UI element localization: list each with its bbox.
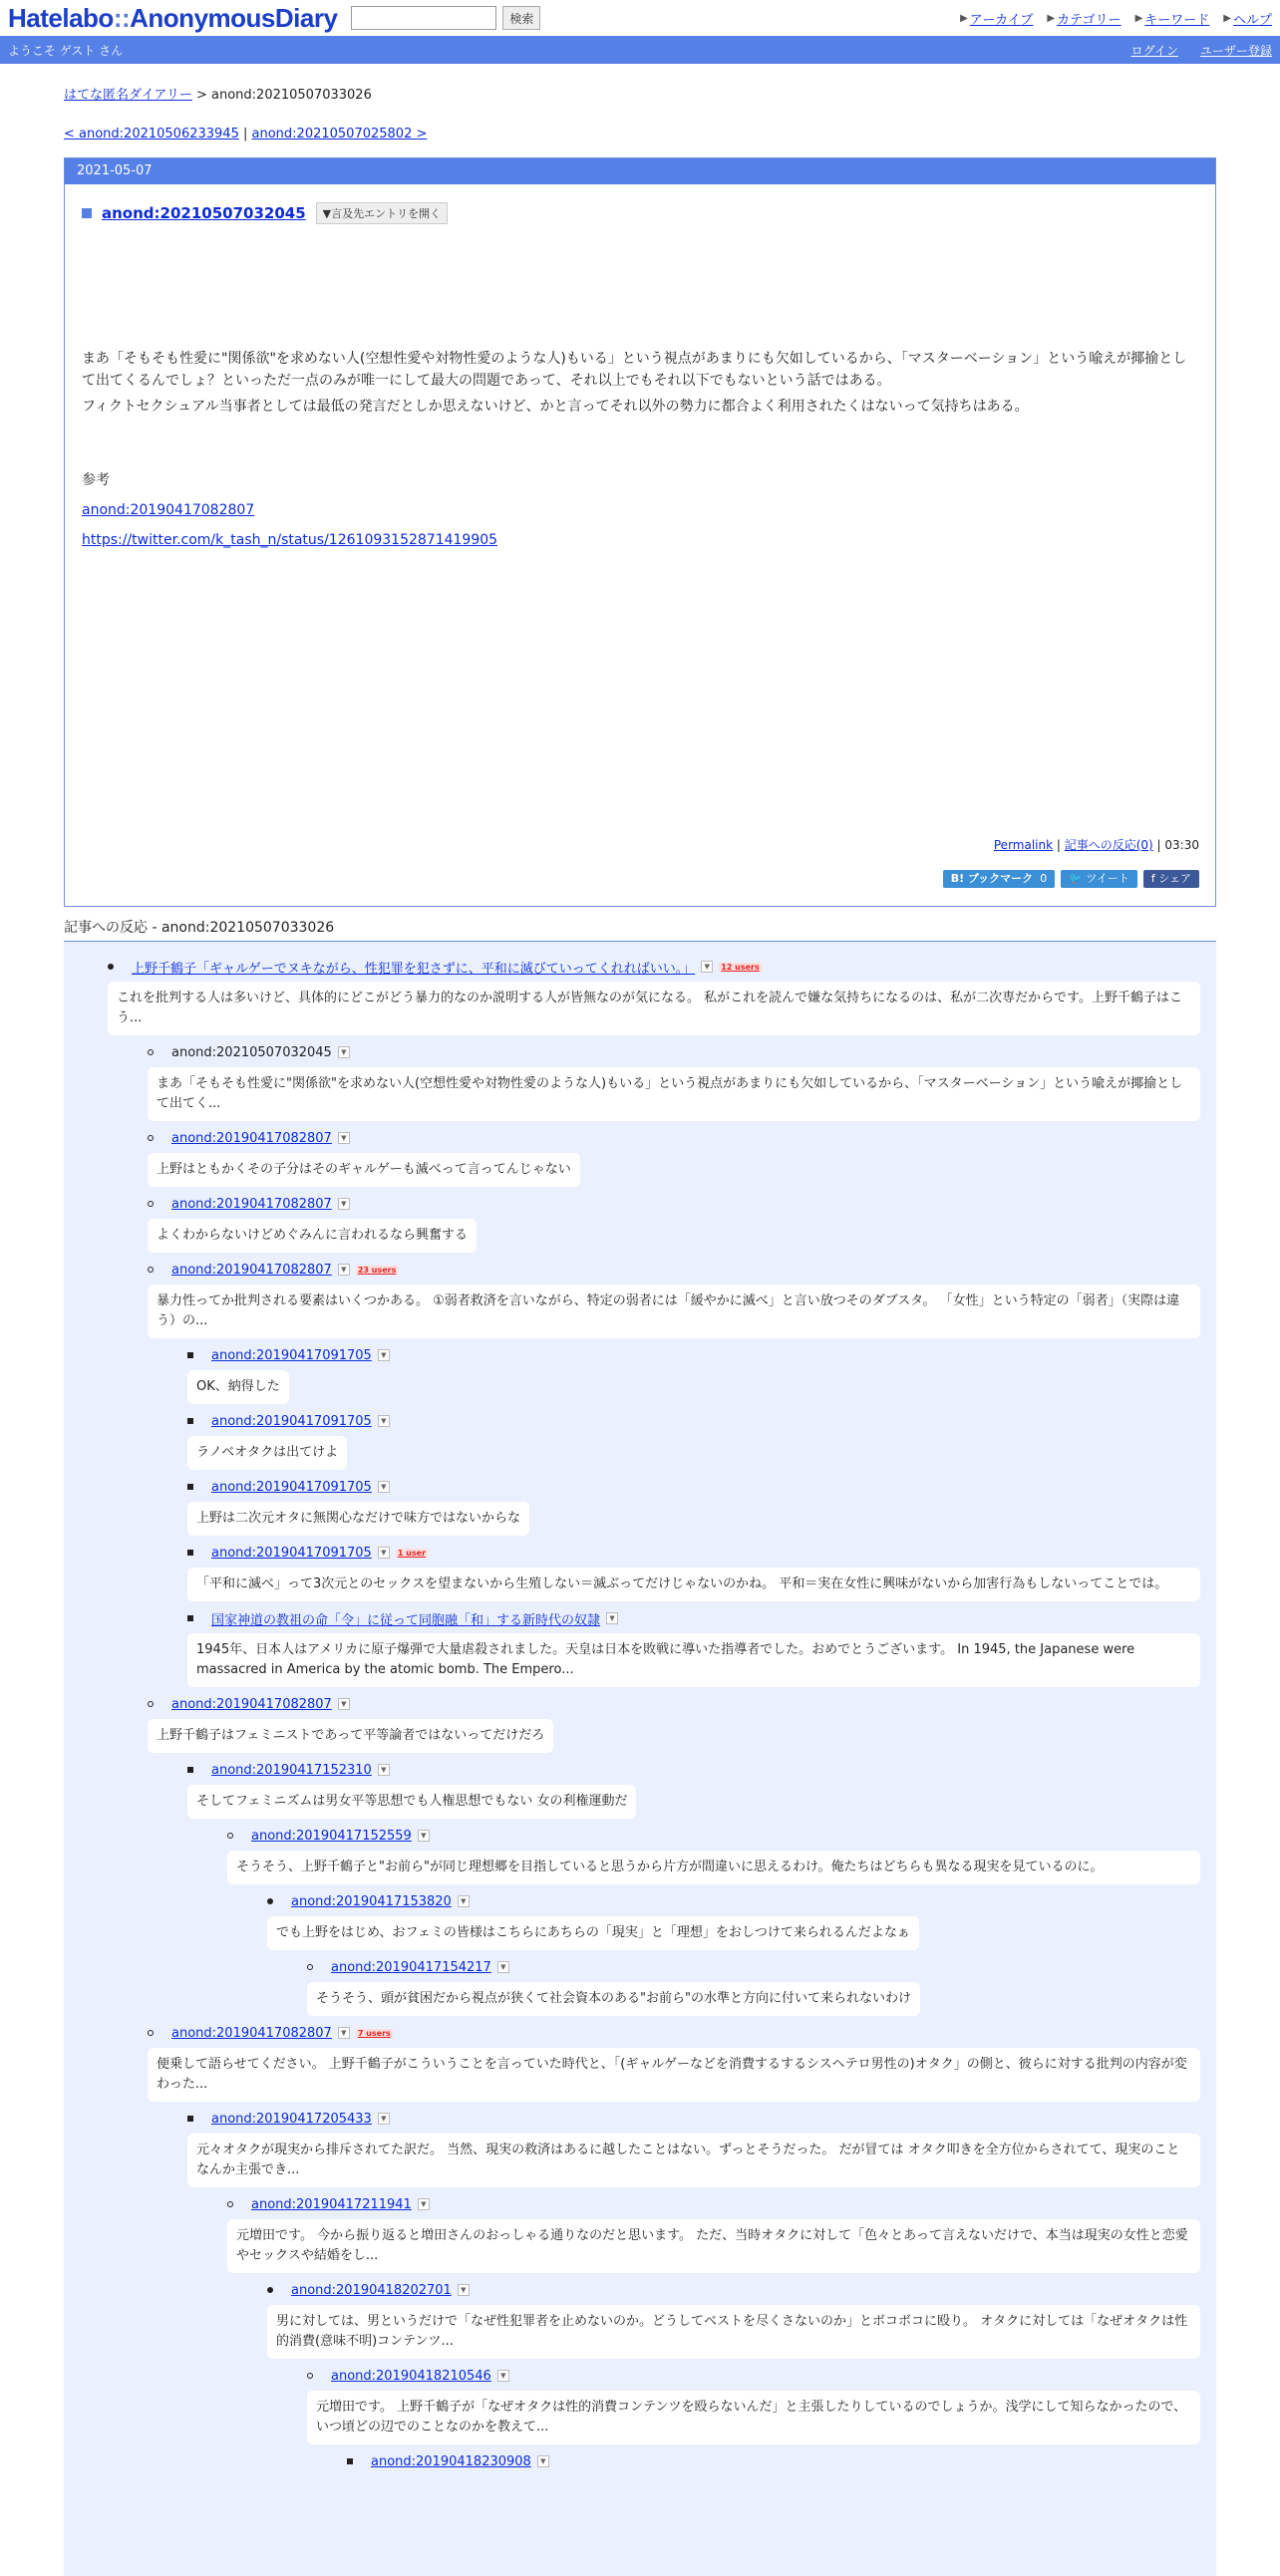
entry-body bbox=[65, 348, 1215, 551]
reaction-header bbox=[148, 2022, 1200, 2044]
reaction-excerpt: 元増田です。 上野千鶴子が「なぜオタクは性的消費コンテンツを殴らないんだ」と主張したりしているのでしょうか。浅学にして知らなかったので、いつ頃どの辺でのことなのかを教えて... bbox=[307, 2391, 1200, 2444]
reaction-title-link[interactable]: anond:20190417152559 bbox=[251, 1828, 412, 1844]
expand-dropdown-icon[interactable]: ▼ bbox=[338, 1264, 350, 1276]
prev-entry-link[interactable]: < anond:20210506233945 bbox=[64, 127, 239, 142]
reaction-item bbox=[187, 1607, 1200, 1687]
reference-link[interactable]: https://twitter.com/k_tash_n/status/1261093152871419905 bbox=[82, 532, 498, 548]
reaction-header bbox=[187, 1542, 1200, 1564]
reaction-excerpt: 「平和に滅べ」って3次元とのセックスを望まないから生殖しない＝滅ぶってだけじゃないのかね。 平和＝実在女性に興味がないから加害行為もしないってことでは。 bbox=[187, 1568, 1200, 1601]
bookmark-users-badge[interactable]: 23 users bbox=[357, 1265, 397, 1275]
bookmark-users-badge[interactable]: 1 user bbox=[397, 1548, 427, 1558]
reaction-tree bbox=[64, 942, 1216, 2576]
reaction-title-link[interactable]: 上野千鶴子「ギャルゲーでヌキながら、性犯罪を犯さずに、平和に滅びていってくれればいい。」 bbox=[132, 961, 696, 977]
reaction-excerpt: これを批判する人は多いけど、具体的にどこがどう暴力的なのか説明する人が皆無なのが気になる。 私がこれを読んで嫌な気持ちになるのは、私が二次専だからです。上野千鶴子はこう... bbox=[108, 982, 1200, 1035]
expand-dropdown-icon[interactable]: ▼ bbox=[378, 1547, 390, 1559]
reaction-title-link[interactable]: anond:20190418202701 bbox=[291, 2282, 452, 2298]
search-button[interactable]: 検索 bbox=[502, 6, 540, 30]
reaction-header bbox=[148, 1127, 1200, 1149]
entry-pager: < anond:20210506233945 | anond:20210507025802 > bbox=[64, 127, 428, 142]
reaction-item bbox=[148, 1193, 1200, 1253]
reaction-excerpt: 暴力性ってか批判される要素はいくつかある。 ①弱者救済を言いながら、特定の弱者には「緩やかに滅べ」と言い放つそのダブスタ。 「女性」という特定の「弱者」（実際は違う）の... bbox=[148, 1285, 1200, 1338]
reaction-header bbox=[187, 1344, 1200, 1366]
reaction-header bbox=[148, 1041, 1200, 1063]
reaction-excerpt: 上野は二次元オタに無関心なだけで味方ではないからな bbox=[187, 1502, 529, 1536]
bullet-icon bbox=[187, 2116, 193, 2122]
reaction-title-link[interactable]: anond:20190417082807 bbox=[171, 1130, 332, 1146]
square-icon bbox=[82, 208, 92, 218]
search-input[interactable] bbox=[351, 6, 496, 30]
entry-footer: Permalink | 記事への反応(0) | 03:30 bbox=[993, 838, 1199, 852]
reaction-item bbox=[307, 1956, 1200, 2016]
reaction-title-link[interactable]: anond:20190418230908 bbox=[371, 2453, 531, 2469]
reaction-header bbox=[148, 1259, 1200, 1281]
reaction-item bbox=[148, 2022, 1200, 2102]
nav-category[interactable]: ▶ カテゴリー bbox=[1047, 12, 1121, 28]
bullet-icon bbox=[148, 1049, 154, 1055]
chevron-right-icon: ▶ bbox=[1223, 12, 1231, 24]
bullet-icon bbox=[347, 2458, 353, 2464]
reaction-item bbox=[307, 2365, 1200, 2444]
reaction-item bbox=[148, 1127, 1200, 1187]
site-logo[interactable]: Hatelabo::AnonymousDiary bbox=[8, 2, 338, 33]
reaction-header bbox=[148, 1193, 1200, 1215]
bullet-icon bbox=[187, 1484, 193, 1490]
reaction-item bbox=[347, 2450, 1200, 2472]
reference-heading: 参考 bbox=[82, 472, 110, 488]
reaction-header bbox=[227, 1825, 1200, 1847]
bullet-icon bbox=[267, 2287, 273, 2293]
reaction-item bbox=[267, 1890, 1200, 1950]
bullet-icon bbox=[187, 1418, 193, 1424]
bookmark-users-badge[interactable]: 7 users bbox=[357, 2028, 391, 2038]
login-link[interactable]: ログイン bbox=[1130, 43, 1178, 58]
reaction-excerpt: でも上野をはじめ、おフェミの皆様はこちらにあちらの「現実」と「理想」をおしつけて来られるんだよなぁ bbox=[267, 1916, 919, 1950]
reaction-item bbox=[187, 2108, 1200, 2187]
reaction-excerpt: 男に対しては、男というだけで「なぜ性犯罪者を止めないのか。どうしてベストを尽くさないのか」とボコボコに殴り。 オタクに対しては「なぜオタクは性的消費(意味不明)コンテンツ... bbox=[267, 2305, 1200, 2359]
reaction-excerpt: ラノベオタクは出てけよ bbox=[187, 1436, 347, 1470]
reaction-header bbox=[267, 2279, 1200, 2301]
expand-dropdown-icon[interactable]: ▼ bbox=[497, 2370, 509, 2382]
entry-date: 2021-05-07 bbox=[65, 158, 1215, 184]
reaction-item bbox=[187, 1759, 1200, 1819]
nav-keyword[interactable]: ▶ キーワード bbox=[1134, 12, 1210, 28]
reaction-title-link[interactable]: anond:20190417211941 bbox=[251, 2196, 412, 2212]
reaction-excerpt: そうそう、頭が貧困だから視点が狭くて社会資本のある"お前ら"の水準と方向に付いて来られないわけ bbox=[307, 1982, 920, 2016]
bullet-icon bbox=[187, 1767, 193, 1773]
entry-header bbox=[65, 184, 1215, 224]
reaction-title-link[interactable]: anond:20190417205433 bbox=[211, 2111, 372, 2127]
entry-box bbox=[64, 157, 1216, 907]
reaction-excerpt: 元増田です。 今から振り返ると増田さんのおっしゃる通りなのだと思います。 ただ、当時オタクに対して「色々とあって言えないだけで、本当は現実の女性と恋愛やセックスや結婚をし... bbox=[227, 2219, 1200, 2273]
reaction-header bbox=[227, 2193, 1200, 2215]
reaction-item bbox=[108, 956, 1200, 1035]
expand-dropdown-icon[interactable]: ▼ bbox=[338, 1698, 350, 1710]
bookmark-button[interactable]: B! ブックマーク 0 bbox=[943, 870, 1055, 888]
nav-archive[interactable]: ▶ アーカイブ bbox=[960, 12, 1034, 28]
reaction-title-link[interactable]: anond:20190417082807 bbox=[171, 1696, 332, 1712]
entry-title[interactable]: anond:20210507032045 bbox=[102, 204, 306, 222]
expand-dropdown-icon[interactable]: ▼ bbox=[338, 2027, 350, 2039]
chevron-right-icon: ▶ bbox=[1134, 12, 1143, 24]
expand-dropdown-icon[interactable]: ▼ bbox=[378, 1415, 390, 1427]
reaction-item bbox=[187, 1344, 1200, 1404]
reaction-header bbox=[187, 1607, 1200, 1629]
chevron-right-icon: ▶ bbox=[1047, 12, 1056, 24]
bullet-icon bbox=[187, 1352, 193, 1358]
welcome-text: ようこそ ゲスト さん bbox=[8, 43, 124, 58]
expand-dropdown-icon[interactable]: ▼ bbox=[378, 1764, 390, 1776]
reaction-excerpt: 上野千鶴子はフェミニストであって平等論者ではないってだけだろ bbox=[148, 1719, 553, 1753]
entry-time: | 03:30 bbox=[1152, 838, 1199, 852]
bullet-icon bbox=[187, 1615, 193, 1621]
facebook-icon: f bbox=[1150, 872, 1155, 885]
reaction-excerpt: 1945年、日本人はアメリカに原子爆弾で大量虐殺されました。天皇は日本を敗戦に導いた指導者でした。おめでとうございます。 In 1945, the Japanese were massacred in America by the atomic bomb. The Empero... bbox=[187, 1633, 1200, 1687]
reaction-title-link[interactable]: anond:20210507032045 bbox=[171, 1044, 332, 1060]
reaction-header bbox=[307, 2365, 1200, 2387]
reactions-heading: 記事への反応 - anond:20210507033026 bbox=[64, 917, 1216, 942]
reaction-header bbox=[307, 1956, 1200, 1978]
reaction-excerpt: そうそう、上野千鶴子と"お前ら"が同じ理想郷を目指していると思うから片方が間違いに思えるわけ。俺たちはどちらも異なる現実を見ているのに。 bbox=[227, 1851, 1200, 1884]
bullet-icon bbox=[267, 1898, 273, 1904]
reaction-item bbox=[148, 1693, 1200, 1753]
reaction-excerpt: 元々オタクが現実から排斥されてた訳だ。 当然、現実の救済はあるに越したことはない。ずっとそうだった。 だが冒ては オタク叩きを全方位からされてて、現実のことなんか主張でき... bbox=[187, 2134, 1200, 2187]
reaction-header bbox=[187, 1410, 1200, 1432]
reaction-item bbox=[187, 1410, 1200, 1470]
share-button[interactable]: f シェア bbox=[1143, 870, 1199, 888]
entry-paragraph: まあ「そもそも性愛に"関係欲"を求めない人(空想性愛や対物性愛のような人)もいる」という視点があまりにも欠如しているから、「マスターベーション」という喩えが揶揄として出てくるんでしょ？といっただ一点のみが唯一にして最大の問題であって、それ以上でもそれ以下でもないという話ではある。 bbox=[82, 351, 1187, 389]
reaction-item bbox=[187, 1476, 1200, 1536]
expand-dropdown-icon[interactable]: ▼ bbox=[537, 2455, 549, 2467]
reaction-item bbox=[267, 2279, 1200, 2359]
reaction-header bbox=[347, 2450, 1200, 2472]
reaction-title-link[interactable]: anond:20190417082807 bbox=[171, 1262, 332, 1278]
expand-dropdown-icon[interactable]: ▼ bbox=[418, 1830, 430, 1842]
reaction-header bbox=[187, 1759, 1200, 1781]
reaction-title-link[interactable]: anond:20190417082807 bbox=[171, 1196, 332, 1212]
site-header bbox=[0, 0, 1280, 36]
expand-dropdown-icon[interactable]: ▼ bbox=[378, 1481, 390, 1493]
chevron-right-icon: ▶ bbox=[960, 12, 968, 24]
nav-help[interactable]: ▶ ヘルプ bbox=[1223, 12, 1272, 28]
share-buttons bbox=[943, 870, 1199, 888]
top-nav bbox=[960, 9, 1272, 28]
bullet-icon bbox=[187, 1550, 193, 1556]
reaction-excerpt: そしてフェミニズムは男女平等思想でも人権思想でもない 女の利権運動だ bbox=[187, 1785, 636, 1819]
reaction-item bbox=[227, 1825, 1200, 1884]
reaction-title-link[interactable]: anond:20190417091705 bbox=[211, 1545, 372, 1561]
bullet-icon bbox=[148, 1201, 154, 1207]
main-content bbox=[0, 84, 1280, 2576]
bullet-icon bbox=[148, 1267, 154, 1273]
expand-dropdown-icon[interactable]: ▼ bbox=[606, 1612, 618, 1624]
bullet-icon bbox=[148, 1701, 154, 1707]
reaction-excerpt: OK、納得した bbox=[187, 1370, 289, 1404]
expand-dropdown-icon[interactable]: ▼ bbox=[497, 1961, 509, 1973]
entry-paragraph: フィクトセクシュアル当事者としては最低の発言だとしか思えないけど、かと言ってそれ以外の勢力に都合よく利用されたくはないって気持ちはある。 bbox=[82, 399, 1029, 415]
reaction-title-link[interactable]: anond:20190417152310 bbox=[211, 1762, 372, 1778]
expand-dropdown-icon[interactable]: ▼ bbox=[458, 2284, 470, 2296]
reaction-title-link[interactable]: anond:20190417091705 bbox=[211, 1413, 372, 1429]
breadcrumb-root[interactable]: はてな匿名ダイアリー bbox=[64, 88, 192, 103]
reaction-title-link[interactable]: anond:20190417091705 bbox=[211, 1479, 372, 1495]
reaction-excerpt: まあ「そもそも性愛に"関係欲"を求めない人(空想性愛や対物性愛のような人)もいる」という視点があまりにも欠如しているから、「マスターベーション」という喩えが揶揄として出てく... bbox=[148, 1067, 1200, 1121]
reaction-title-link[interactable]: anond:20190417154217 bbox=[331, 1959, 491, 1975]
permalink[interactable]: Permalink bbox=[993, 838, 1054, 852]
search-box bbox=[351, 6, 540, 30]
next-entry-link[interactable]: anond:20210507025802 > bbox=[251, 127, 428, 142]
expand-dropdown-icon[interactable]: ▼ bbox=[458, 1895, 470, 1907]
tweet-button[interactable]: 🐦 ツイート bbox=[1061, 870, 1137, 888]
bullet-icon bbox=[227, 2201, 233, 2207]
expand-dropdown-icon[interactable]: ▼ bbox=[338, 1198, 350, 1210]
reaction-item bbox=[227, 2193, 1200, 2273]
reaction-header bbox=[148, 1693, 1200, 1715]
reaction-title-link[interactable]: anond:20190417091705 bbox=[211, 1347, 372, 1363]
reaction-item bbox=[148, 1259, 1200, 1338]
reactions-link[interactable]: 記事への反応(0) bbox=[1064, 838, 1153, 852]
reaction-excerpt: よくわからないけどめぐみんに言われるなら興奮する bbox=[148, 1219, 477, 1253]
expand-dropdown-icon[interactable]: ▼ bbox=[701, 961, 713, 973]
twitter-icon: 🐦 bbox=[1069, 872, 1083, 885]
bullet-icon bbox=[307, 2373, 313, 2379]
bullet-icon bbox=[307, 1964, 313, 1970]
reaction-header bbox=[267, 1890, 1200, 1912]
reaction-title-link[interactable]: anond:20190417082807 bbox=[171, 2025, 332, 2041]
reaction-header bbox=[187, 2108, 1200, 2130]
reaction-item bbox=[187, 1542, 1200, 1601]
reaction-title-link[interactable]: anond:20190417153820 bbox=[291, 1893, 452, 1909]
breadcrumb-current: anond:20210507033026 bbox=[211, 88, 372, 103]
user-bar bbox=[0, 36, 1280, 64]
register-link[interactable]: ユーザー登録 bbox=[1199, 43, 1272, 58]
bullet-icon bbox=[148, 2030, 154, 2036]
reaction-excerpt: 上野はともかくその子分はそのギャルゲーも滅べって言ってんじゃない bbox=[148, 1153, 580, 1187]
expand-dropdown-icon[interactable]: ▼ bbox=[418, 2198, 430, 2210]
open-refs-button[interactable]: ▼言及先エントリを開く bbox=[316, 202, 448, 224]
reaction-title-link[interactable]: anond:20190418210546 bbox=[331, 2368, 491, 2384]
reaction-header bbox=[187, 1476, 1200, 1498]
expand-dropdown-icon[interactable]: ▼ bbox=[338, 1046, 350, 1058]
reaction-excerpt: 便乗して語らせてください。 上野千鶴子がこういうことを言っていた時代と、「(ギャルゲーなどを消費するするシスヘテロ男性の)オタク」の側と、彼らに対する批判の内容が変わった... bbox=[148, 2048, 1200, 2102]
bullet-icon bbox=[108, 964, 114, 970]
bullet-icon bbox=[227, 1833, 233, 1839]
breadcrumb: はてな匿名ダイアリー > anond:20210507033026 bbox=[64, 88, 372, 103]
reference-link[interactable]: anond:20190417082807 bbox=[82, 502, 255, 518]
reaction-title-link[interactable]: 国家神道の教祖の命「令」に従って同胞融「和」する新時代の奴隷 bbox=[211, 1612, 601, 1628]
bookmark-users-badge[interactable]: 12 users bbox=[721, 962, 760, 972]
reaction-item bbox=[148, 1041, 1200, 1121]
bullet-icon bbox=[148, 1135, 154, 1141]
expand-dropdown-icon[interactable]: ▼ bbox=[378, 1349, 390, 1361]
expand-dropdown-icon[interactable]: ▼ bbox=[338, 1132, 350, 1144]
expand-dropdown-icon[interactable]: ▼ bbox=[378, 2113, 390, 2125]
reaction-header bbox=[108, 956, 1200, 978]
